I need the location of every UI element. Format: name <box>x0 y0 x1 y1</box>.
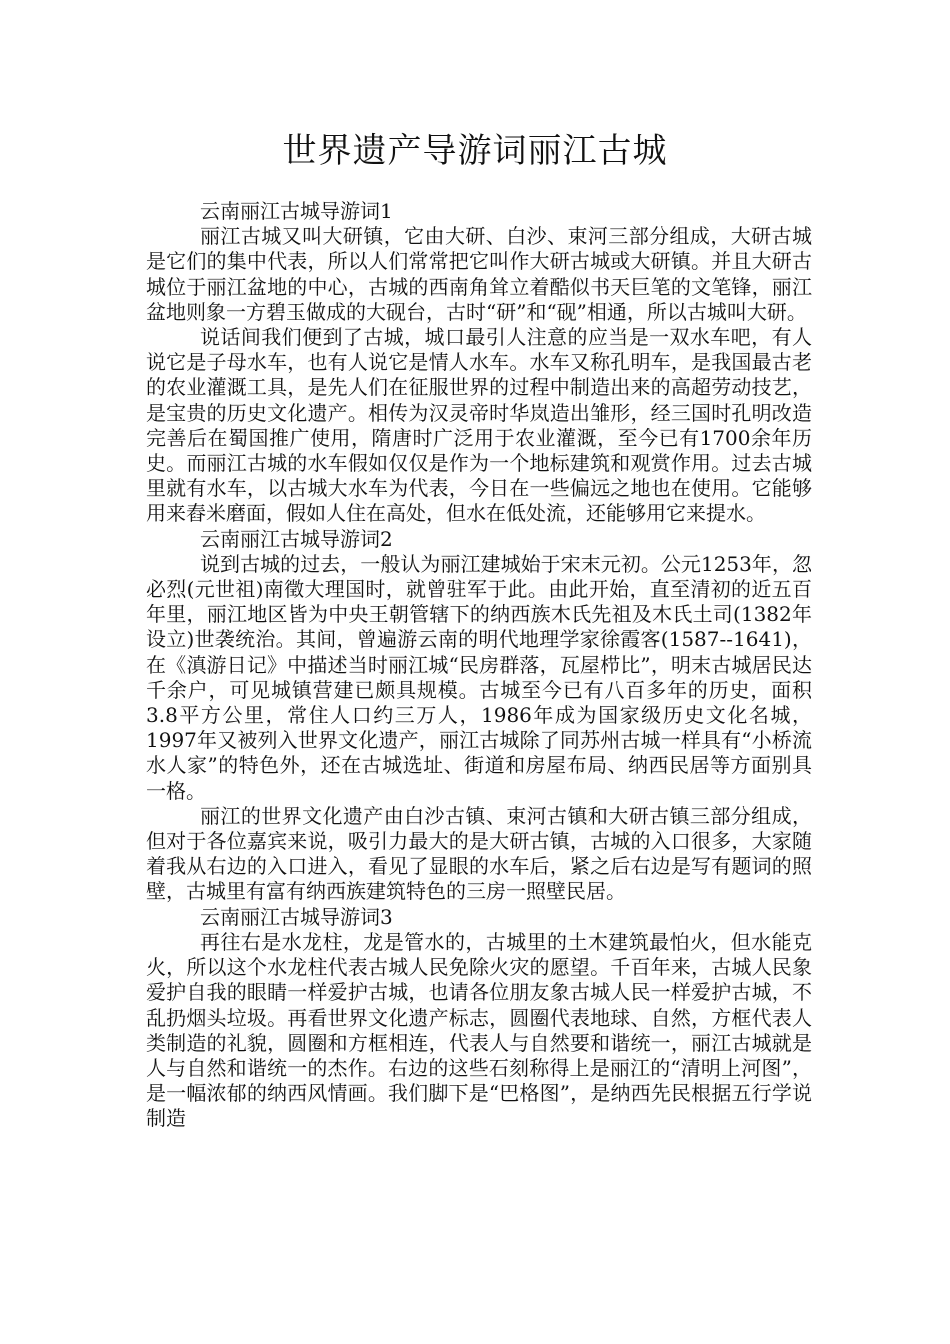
paragraph: 说话间我们便到了古城，城口最引人注意的应当是一双水车吧，有人说它是子母水车，也有人说它是情人水车。水车又称孔明车，是我国最古老的农业灌溉工具，是先人们在征服世界的过程中制造出来的高超劳动技艺，是宝贵的历史文化遗产。相传为汉灵帝时华岚造出雏形，经三国时孔明改造完善后在蜀国推广使用，隋唐时广泛用于农业灌溉，至今已有1700余年历史。而丽江古城的水车假如仅仅是作为一个地标建筑和观赏作用。过去古城里就有水车，以古城大水车为代表，今日在一些偏远之地也在使用。它能够用来舂米磨面，假如人住在高处，但水在低处流，还能够用它来提水。 <box>146 325 812 526</box>
paragraph: 再往右是水龙柱，龙是管水的，古城里的土木建筑最怕火，但水能克火，所以这个水龙柱代表古城人民免除火灾的愿望。千百年来，古城人民象爱护自我的眼睛一样爱护古城，也请各位朋友象古城人民一样爱护古城，不乱扔烟头垃圾。再看世界文化遗产标志，圆圈代表地球、自然，方框代表人类制造的礼貌，圆圈和方框相连，代表人与自然要和谐统一，丽江古城就是人与自然和谐统一的杰作。右边的这些石刻称得上是丽江的“清明上河图”，是一幅浓郁的纳西风情画。我们脚下是“巴格图”，是纳西先民根据五行学说制造 <box>146 929 812 1131</box>
section-heading-2: 云南丽江古城导游词2 <box>200 526 393 551</box>
section-heading-3: 云南丽江古城导游词3 <box>200 904 393 929</box>
document-body <box>146 199 812 1132</box>
section-heading-1: 云南丽江古城导游词1 <box>200 199 393 223</box>
paragraph: 丽江古城又叫大研镇，它由大研、白沙、束河三部分组成，大研古城是它们的集中代表，所以人们常常把它叫作大研古城或大研镇。并且大研古城位于丽江盆地的中心，古城的西南角耸立着酷似书天巨笔的文笔锋，丽江盆地则象一方碧玉做成的大砚台，古时“研”和“砚”相通，所以古城叫大研。 <box>146 224 812 324</box>
document-title: 世界遗产导游词丽江古城 <box>282 131 668 171</box>
paragraph: 说到古城的过去，一般认为丽江建城始于宋末元初。公元1253年，忽必烈(元世祖)南徵大理国时，就曾驻军于此。由此开始，直至清初的近五百年里，丽江地区皆为中央王朝管辖下的纳西族木氏先祖及木氏土司(1382年设立)世袭统治。其间，曾遍游云南的明代地理学家徐霞客(1587--1641)，在《滇游日记》中描述当时丽江城“民房群落，瓦屋栉比”，明末古城居民达千余户，可见城镇营建已颇具规模。古城至今已有八百多年的历史，面积3.8平方公里，常住人口约三万人，1986年成为国家级历史文化名城，1997年又被列入世界文化遗产，丽江古城除了同苏州古城一样具有“小桥流水人家”的特色外，还在古城选址、街道和房屋布局、纳西民居等方面别具一格。 <box>146 551 812 803</box>
paragraph: 丽江的世界文化遗产由白沙古镇、束河古镇和大研古镇三部分组成，但对于各位嘉宾来说，吸引力最大的是大研古镇，古城的入口很多，大家随着我从右边的入口进入，看见了显眼的水车后，紧之后右边是写有题词的照壁，古城里有富有纳西族建筑特色的三房一照壁民居。 <box>146 803 812 904</box>
